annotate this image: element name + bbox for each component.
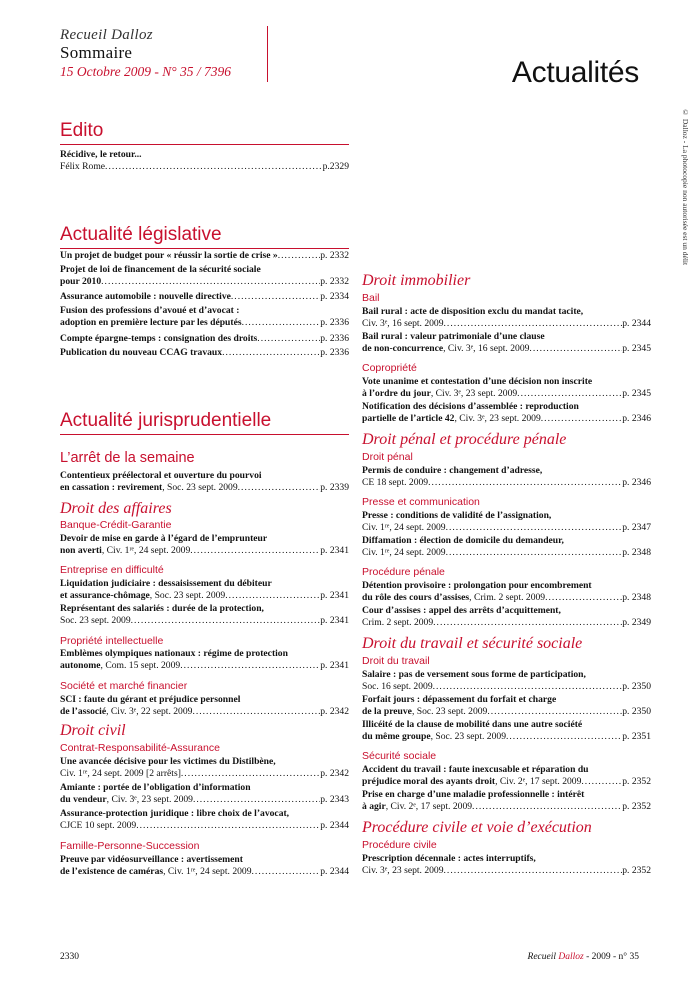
entry-title: SCI : faute du gérant et préjudice personnel xyxy=(60,694,241,705)
entry-page: p. 2350 xyxy=(622,706,651,717)
category-label: Droit pénal xyxy=(362,451,413,463)
entry-title: autonome xyxy=(60,660,101,671)
page-title: Sommaire xyxy=(60,43,133,62)
entry-ref: , Civ. 3ᵉ, 23 sept. 2009 xyxy=(106,794,193,805)
entry-page: p. 2339 xyxy=(320,482,349,493)
entry-title: Projet de loi de financement de la sécurité sociale xyxy=(60,264,261,275)
list-item[interactable] xyxy=(60,305,349,329)
entry-ref: , Soc. 23 sept. 2009 xyxy=(430,731,506,742)
list-item[interactable] xyxy=(362,331,651,355)
edito-rule xyxy=(60,144,349,145)
copyright-notice: © Dalloz - La photocopie non autorisée est un délit xyxy=(681,108,690,266)
list-item[interactable] xyxy=(60,578,349,602)
leader-dots xyxy=(222,347,320,359)
list-item[interactable] xyxy=(60,264,349,288)
arret-heading: L’arrêt de la semaine xyxy=(60,450,195,466)
leader-dots xyxy=(581,776,622,788)
entry-title: à agir xyxy=(362,801,386,812)
entry-title: de la preuve xyxy=(362,706,412,717)
entry-title: Bail rural : valeur patrimoniale d’une clause xyxy=(362,331,545,342)
entry-page: p. 2341 xyxy=(320,590,349,601)
legislative-rule xyxy=(60,248,349,249)
entry-title: Liquidation judiciaire : dessaisissement du débiteur xyxy=(60,578,272,589)
entry-title: Vote unanime et contestation d’une décision non inscrite xyxy=(362,376,593,387)
leader-dots xyxy=(101,276,320,288)
entry-page: p. 2348 xyxy=(622,547,651,558)
list-item[interactable] xyxy=(362,465,651,489)
entry-ref: Civ. 1ʳᵉ, 24 sept. 2009 xyxy=(362,547,446,558)
leader-dots xyxy=(472,801,622,813)
footer-journal-c: - 2009 - n° 35 xyxy=(586,952,639,962)
entry-page: p. 2346 xyxy=(622,413,651,424)
entry-ref: Crim. 2 sept. 2009 xyxy=(362,617,434,628)
leader-dots xyxy=(192,706,320,718)
entry-title: Une avancée décisive pour les victimes du Distilbène, xyxy=(60,756,276,767)
issue-info: 15 Octobre 2009 - N° 35 / 7396 xyxy=(60,64,232,79)
entry-title: Fusion des professions d’avoué et d’avocat : xyxy=(60,305,240,316)
entry-title: Un projet de budget pour « réussir la sortie de crise » xyxy=(60,250,278,261)
entry-title: Accident du travail : faute inexcusable et réparation du xyxy=(362,764,589,775)
entry-page: p. 2348 xyxy=(622,592,651,603)
entry-title: du vendeur xyxy=(60,794,107,805)
entry-page: p. 2345 xyxy=(622,343,651,354)
entry-page: p. 2352 xyxy=(622,801,651,812)
leader-dots xyxy=(278,250,321,262)
entry-page: p. 2334 xyxy=(320,291,349,302)
entry-title: Bail rural : acte de disposition exclu du mandat tacite, xyxy=(362,306,584,317)
entry-page: p. 2341 xyxy=(320,615,349,626)
category-label: Contrat-Responsabilité-Assurance xyxy=(60,742,220,754)
list-item[interactable] xyxy=(60,250,349,262)
category-label: Famille-Personne-Succession xyxy=(60,840,200,852)
entry-ref: , Soc. 23 sept. 2009 xyxy=(411,706,488,717)
entry-ref: , Civ. 3ᵉ, 16 sept. 2009 xyxy=(443,343,530,354)
list-item[interactable] xyxy=(362,789,651,813)
entry-page: p. 2344 xyxy=(320,866,349,877)
list-item[interactable] xyxy=(362,401,651,425)
list-item[interactable] xyxy=(60,149,349,173)
entry-title: Notification des décisions d’assemblée : reproduction xyxy=(362,401,579,412)
leader-dots xyxy=(444,865,623,877)
entry-title: Publication du nouveau CCAG travaux xyxy=(60,347,223,358)
leader-dots xyxy=(180,660,320,672)
category-label: Société et marché financier xyxy=(60,680,188,692)
list-item[interactable] xyxy=(60,854,349,878)
leader-dots xyxy=(193,794,320,806)
entry-ref: , Civ. 3ᵉ, 23 sept. 2009 xyxy=(430,388,518,399)
leader-dots xyxy=(190,545,320,557)
entry-title: à l’ordre du jour xyxy=(362,388,431,399)
entry-title: Contentieux préélectoral et ouverture du pourvoi xyxy=(60,470,262,481)
entry-ref: CJCE 10 sept. 2009 xyxy=(60,820,137,831)
category-label: Copropriété xyxy=(362,362,417,374)
category-label: Presse et communication xyxy=(362,496,480,508)
section-title: Actualités xyxy=(511,56,639,89)
entry-title: Devoir de mise en garde à l’égard de l’emprunteur xyxy=(60,533,268,544)
entry-page: p. 2336 xyxy=(320,347,349,358)
list-item[interactable] xyxy=(60,533,349,557)
entry-title: Récidive, le retour... xyxy=(60,149,142,160)
entry-title: partielle de l’article 42 xyxy=(362,413,455,424)
entry-ref: Civ. 1ʳᵉ, 24 sept. 2009 xyxy=(362,522,446,533)
entry-title: Amiante : portée de l’obligation d’information xyxy=(60,782,251,793)
footer-journal-a: Recueil xyxy=(527,952,557,962)
list-item[interactable] xyxy=(60,347,349,359)
entry-title: pour 2010 xyxy=(60,276,102,287)
entry-title: Assurance-protection juridique : libre choix de l’avocat, xyxy=(60,808,290,819)
footer-journal xyxy=(528,952,639,962)
list-item[interactable] xyxy=(60,782,349,806)
leader-dots xyxy=(105,161,323,173)
leader-dots xyxy=(433,617,622,629)
entry-ref: , Soc. 23 sept. 2009 xyxy=(149,590,226,601)
entry-page: p. 2343 xyxy=(320,794,349,805)
entry-page: p. 2341 xyxy=(320,660,349,671)
entry-title: non averti xyxy=(60,545,102,556)
list-item[interactable] xyxy=(362,719,651,743)
leader-dots xyxy=(242,317,321,329)
entry-page: p. 2342 xyxy=(320,706,349,717)
list-item[interactable] xyxy=(362,535,651,559)
entry-page: p. 2346 xyxy=(622,477,651,488)
list-item[interactable] xyxy=(60,470,349,494)
juris-heading: Actualité jurisprudentielle xyxy=(60,410,272,431)
list-item[interactable] xyxy=(60,808,349,832)
list-item[interactable] xyxy=(362,306,651,330)
entry-title: Prescription décennale : actes interruptifs, xyxy=(362,853,536,864)
entry-title: Salaire : pas de versement sous forme de participation, xyxy=(362,669,586,680)
list-item[interactable] xyxy=(362,376,651,400)
entry-title: en cassation : revirement xyxy=(60,482,163,493)
leader-dots xyxy=(225,590,320,602)
entry-title: Compte épargne-temps : consignation des droits xyxy=(60,333,258,344)
entry-ref: Civ. 3ᵉ, 23 sept. 2009 xyxy=(362,865,444,876)
list-item[interactable] xyxy=(60,648,349,672)
entry-ref: , Civ. 2ᵉ, 17 sept. 2009 xyxy=(495,776,582,787)
list-item[interactable] xyxy=(60,291,349,303)
immobilier-heading: Droit immobilier xyxy=(362,272,471,289)
list-item[interactable] xyxy=(362,605,651,629)
entry-page: p. 2342 xyxy=(320,768,349,779)
entry-ref: , Civ. 3ᵉ, 23 sept. 2009 xyxy=(454,413,541,424)
leader-dots xyxy=(541,413,622,425)
category-label: Procédure pénale xyxy=(362,566,445,578)
category-label: Propriété intellectuelle xyxy=(60,635,164,647)
entry-page: p. 2351 xyxy=(622,731,651,742)
entry-page: p. 2344 xyxy=(320,820,349,831)
entry-ref: Civ. 1ʳᵉ, 24 sept. 2009 [2 arrêts] xyxy=(60,768,181,779)
entry-title: Diffamation : élection de domicile du demandeur, xyxy=(362,535,564,546)
category-label: Droit du travail xyxy=(362,655,430,667)
entry-page: p. 2345 xyxy=(622,388,651,399)
entry-page: p.2329 xyxy=(322,161,349,172)
category-label: Banque-Crédit-Garantie xyxy=(60,519,172,531)
entry-title: Emblèmes olympiques nationaux : régime de protection xyxy=(60,648,288,659)
leader-dots xyxy=(231,291,320,303)
affaires-heading: Droit des affaires xyxy=(60,500,172,517)
entry-ref: , Crim. 2 sept. 2009 xyxy=(469,592,546,603)
entry-page: p. 2350 xyxy=(622,681,651,692)
list-item[interactable] xyxy=(362,580,651,604)
leader-dots xyxy=(136,820,320,832)
entry-title: Forfait jours : dépassement du forfait et charge xyxy=(362,694,557,705)
header-divider xyxy=(267,26,268,82)
leader-dots xyxy=(444,318,623,330)
entry-ref: , Com. 15 sept. 2009 xyxy=(100,660,181,671)
leader-dots xyxy=(487,706,622,718)
leader-dots xyxy=(238,482,321,494)
entry-title: Permis de conduire : changement d’adresse, xyxy=(362,465,543,476)
entry-page: p. 2352 xyxy=(622,865,651,876)
entry-title: Illicéité de la clause de mobilité dans une autre société xyxy=(362,719,583,730)
entry-title: du même groupe xyxy=(362,731,431,742)
entry-ref: , Soc. 23 sept. 2009 xyxy=(162,482,238,493)
leader-dots xyxy=(446,547,623,559)
entry-ref: Soc. 23 sept. 2009 xyxy=(60,615,131,626)
entry-title: Prise en charge d’une maladie professionnelle : intérêt xyxy=(362,789,585,800)
entry-title: Preuve par vidéosurveillance : avertissement xyxy=(60,854,243,865)
footer-journal-b: Dalloz xyxy=(558,952,584,962)
entry-ref: CE 18 sept. 2009 xyxy=(362,477,429,488)
list-item[interactable] xyxy=(362,694,651,718)
entry-page: p. 2336 xyxy=(320,333,349,344)
list-item[interactable] xyxy=(60,694,349,718)
entry-ref: , Civ. 3ᵉ, 22 sept. 2009 xyxy=(106,706,193,717)
entry-page: p. 2332 xyxy=(320,250,349,261)
entry-page: p. 2344 xyxy=(622,318,651,329)
leader-dots xyxy=(428,477,622,489)
entry-title: Assurance automobile : nouvelle directive xyxy=(60,291,231,302)
procedure-heading: Procédure civile et voie d’exécution xyxy=(362,819,592,836)
leader-dots xyxy=(131,615,321,627)
entry-page: p. 2347 xyxy=(622,522,651,533)
page-number: 2330 xyxy=(60,952,79,962)
entry-page: p. 2349 xyxy=(622,617,651,628)
edito-heading: Edito xyxy=(60,120,104,141)
entry-title: de l’existence de caméras xyxy=(60,866,164,877)
category-label: Procédure civile xyxy=(362,839,437,851)
entry-title: préjudice moral des ayants droit xyxy=(362,776,496,787)
entry-ref: , Civ. 1ʳᵉ, 24 sept. 2009 xyxy=(101,545,191,556)
list-item[interactable] xyxy=(362,764,651,788)
entry-title: Presse : conditions de validité de l’assignation, xyxy=(362,510,552,521)
leader-dots xyxy=(252,866,321,878)
leader-dots xyxy=(181,768,320,780)
entry-page: p. 2352 xyxy=(622,776,651,787)
juris-rule xyxy=(60,434,349,435)
entry-author: Félix Rome xyxy=(60,161,106,172)
leader-dots xyxy=(506,731,622,743)
leader-dots xyxy=(257,333,320,345)
civil-heading: Droit civil xyxy=(60,722,126,739)
category-label: Bail xyxy=(362,292,380,304)
entry-title: Cour d’assises : appel des arrêts d’acquittement, xyxy=(362,605,561,616)
entry-title: adoption en première lecture par les députés xyxy=(60,317,242,328)
list-item[interactable] xyxy=(362,510,651,534)
entry-page: p. 2332 xyxy=(320,276,349,287)
leader-dots xyxy=(433,681,623,693)
penal-heading: Droit pénal et procédure pénale xyxy=(362,431,567,448)
entry-title: du rôle des cours d’assises xyxy=(362,592,470,603)
list-item[interactable] xyxy=(60,333,349,345)
legislative-heading: Actualité législative xyxy=(60,224,222,245)
entry-title: et assurance-chômage xyxy=(60,590,150,601)
entry-title: de l’associé xyxy=(60,706,107,717)
list-item[interactable] xyxy=(362,669,651,693)
category-label: Sécurité sociale xyxy=(362,750,437,762)
entry-title: Représentant des salariés : durée de la protection, xyxy=(60,603,264,614)
entry-page: p. 2336 xyxy=(320,317,349,328)
entry-title: de non-concurrence xyxy=(362,343,444,354)
category-label: Entreprise en difficulté xyxy=(60,564,164,576)
list-item[interactable] xyxy=(362,853,651,877)
entry-title: Détention provisoire : prolongation pour encombrement xyxy=(362,580,592,591)
entry-page: p. 2341 xyxy=(320,545,349,556)
entry-ref: Soc. 16 sept. 2009 xyxy=(362,681,433,692)
leader-dots xyxy=(517,388,622,400)
list-item[interactable] xyxy=(60,603,349,627)
journal-name: Recueil Dalloz xyxy=(60,27,153,43)
entry-ref: , Civ. 2ᵉ, 17 sept. 2009 xyxy=(385,801,473,812)
leader-dots xyxy=(529,343,622,355)
leader-dots xyxy=(545,592,622,604)
entry-ref: Civ. 3ᵉ, 16 sept. 2009 xyxy=(362,318,444,329)
list-item[interactable] xyxy=(60,756,349,780)
entry-ref: , Civ. 1ʳᵉ, 24 sept. 2009 xyxy=(163,866,252,877)
travail-heading: Droit du travail et sécurité sociale xyxy=(362,635,583,652)
leader-dots xyxy=(446,522,623,534)
